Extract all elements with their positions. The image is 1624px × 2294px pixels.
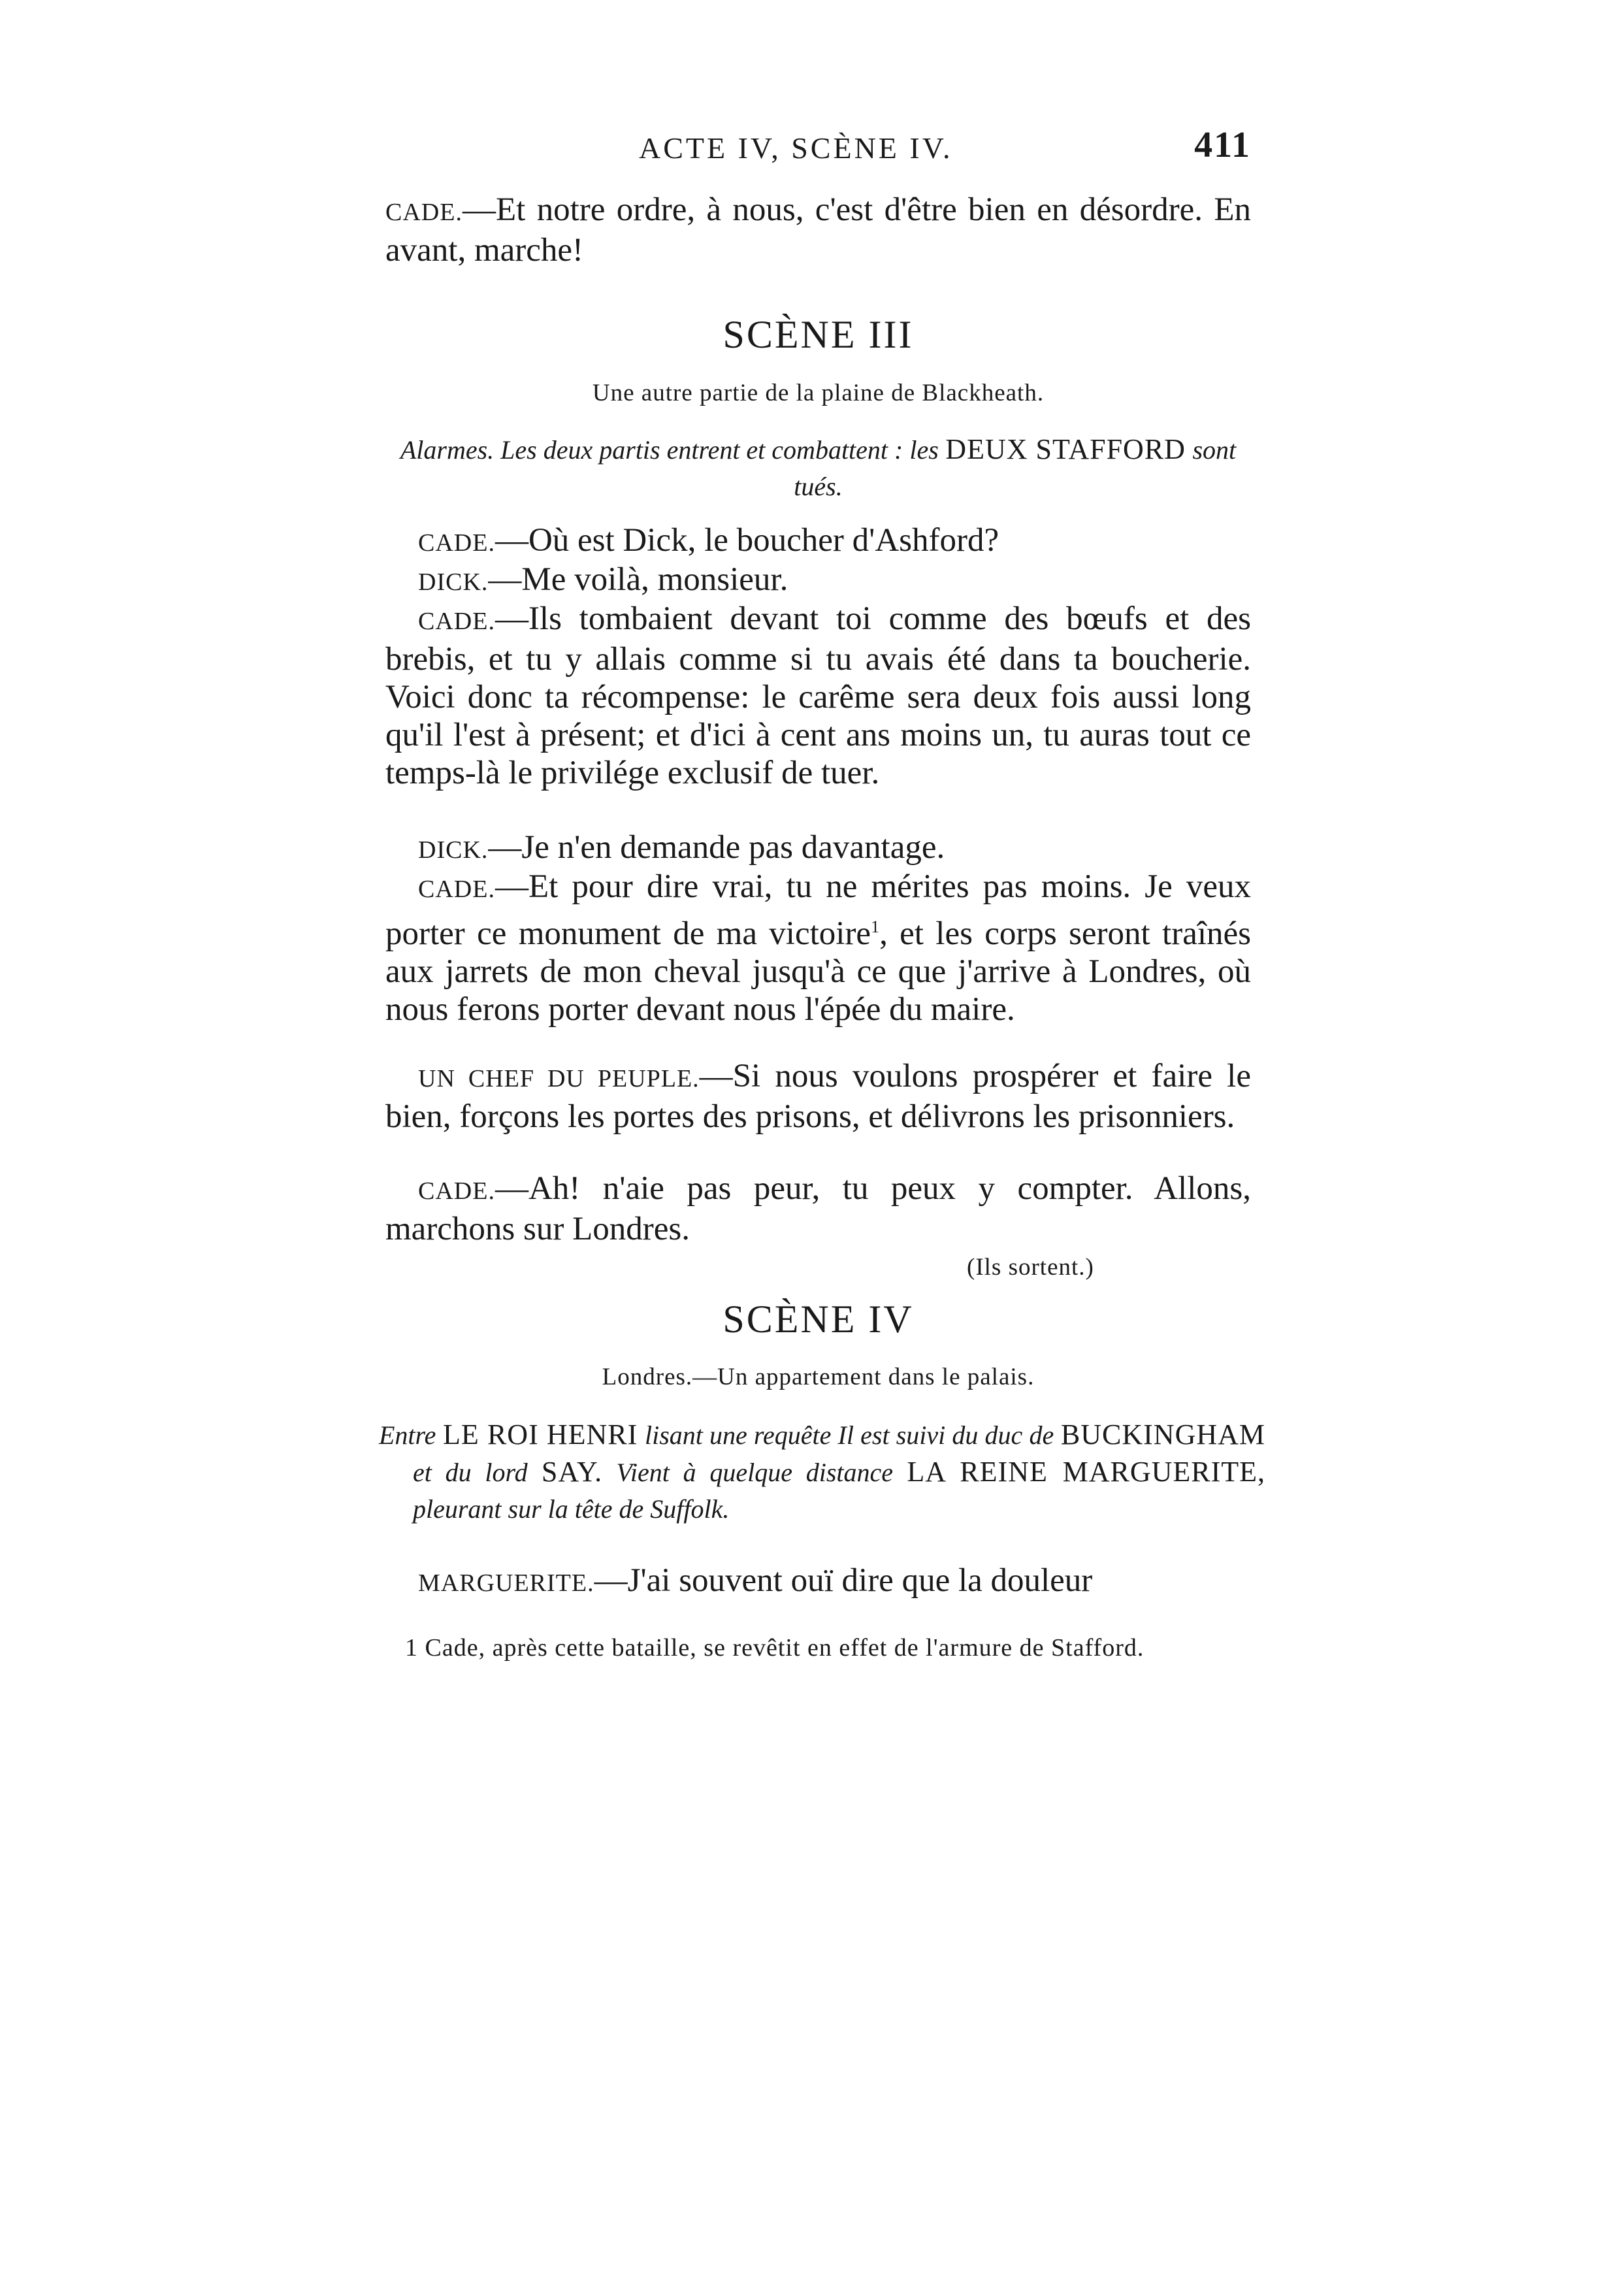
direction-italic: Alarmes. Les deux partis entrent et combattent : les — [400, 435, 939, 465]
speaker-label: CADE. — [418, 1177, 495, 1205]
speech-text: —Et pour dire vrai, tu ne mérites pas moins. Je veux porter ce monument de ma victoire — [385, 868, 1251, 952]
speech-text: —Où est Dick, le boucher d'Ashford? — [495, 522, 999, 559]
speech — [385, 828, 1251, 869]
direction-italic: lisant une requête Il est suivi du duc de — [644, 1420, 1054, 1450]
footnote — [385, 1630, 1251, 1666]
stage-direction — [385, 431, 1251, 505]
direction-name: LE ROI HENRI — [443, 1418, 638, 1450]
stage-direction — [379, 1417, 1265, 1528]
speaker-label: UN CHEF DU PEUPLE. — [418, 1065, 700, 1092]
running-header — [385, 124, 1251, 183]
scene-heading: SCÈNE IV — [723, 1298, 914, 1341]
speech — [385, 1057, 1251, 1136]
speech-text: —J'ai souvent ouï dire que la douleur — [594, 1562, 1093, 1599]
speech — [385, 1562, 1251, 1602]
speaker-label: CADE. — [418, 529, 495, 557]
speech — [385, 561, 1251, 601]
speaker-label: CADE. — [385, 199, 463, 226]
direction-italic: Vient à quelque distance — [616, 1458, 894, 1487]
speech-text: —Ils tombaient devant toi comme des bœufs et des brebis, et tu y allais comme si tu avais été dans ta boucherie. Voici donc ta récompense: le carême sera deux fois aussi long qu'il l'est à présent; et d'ici à cent ans moins un, tu auras tout ce temps-là le privilége exclusif de tuer. — [385, 600, 1251, 791]
scene-location: Une autre partie de la plaine de Blackheath. — [592, 380, 1045, 406]
speech — [385, 600, 1251, 792]
scene-heading: SCÈNE III — [723, 313, 914, 356]
speech — [385, 1170, 1251, 1248]
direction-name: DEUX STAFFORD — [945, 433, 1186, 465]
footnote-mark: 1 — [405, 1634, 418, 1662]
speech-text: , et les corps seront traînés aux jarrets de mon cheval jusqu'à ce que j'arrive à Londres, où nous ferons porter devant nous l'épée du maire. — [385, 915, 1251, 1028]
footnote-text: Cade, après cette bataille, se revêtit en effet de l'armure de Stafford. — [425, 1634, 1145, 1662]
speech — [385, 868, 1251, 1028]
direction-name: SAY. — [541, 1456, 603, 1488]
speaker-label: DICK. — [418, 836, 489, 864]
speaker-label: CADE. — [418, 608, 495, 635]
direction-italic: sont tués. — [794, 435, 1237, 501]
scene-location: Londres.—Un appartement dans le palais. — [602, 1364, 1035, 1390]
direction-name: LA REINE MARGUERITE, — [907, 1456, 1266, 1488]
speech-text: —Et notre ordre, à nous, c'est d'être bien en désordre. En avant, marche! — [385, 191, 1251, 269]
speaker-label: MARGUERITE. — [418, 1569, 594, 1597]
running-title: ACTE IV, SCÈNE IV. — [639, 131, 953, 165]
direction-name: BUCKINGHAM — [1060, 1418, 1266, 1450]
direction-italic: pleurant sur la tête de Suffolk. — [413, 1494, 730, 1524]
speech-text: —Je n'en demande pas davantage. — [488, 829, 945, 866]
speaker-label: DICK. — [418, 568, 489, 596]
direction-italic: et du lord — [413, 1458, 528, 1487]
footnote-reference[interactable]: 1 — [871, 917, 880, 936]
direction-italic: Entre — [379, 1420, 436, 1450]
speech-text: —Me voilà, monsieur. — [488, 561, 788, 598]
opening-speech — [385, 191, 1251, 269]
exit-direction: (Ils sortent.) — [967, 1254, 1094, 1281]
speech-text: —Si nous voulons prospérer et faire le bien, forçons les portes des prisons, et délivrons les prisonniers. — [385, 1058, 1251, 1135]
speaker-label: CADE. — [418, 876, 495, 903]
speech — [385, 521, 1251, 562]
page-number: 411 — [1194, 125, 1251, 165]
speech-text: —Ah! n'aie pas peur, tu peux y compter. Allons, marchons sur Londres. — [385, 1170, 1251, 1247]
